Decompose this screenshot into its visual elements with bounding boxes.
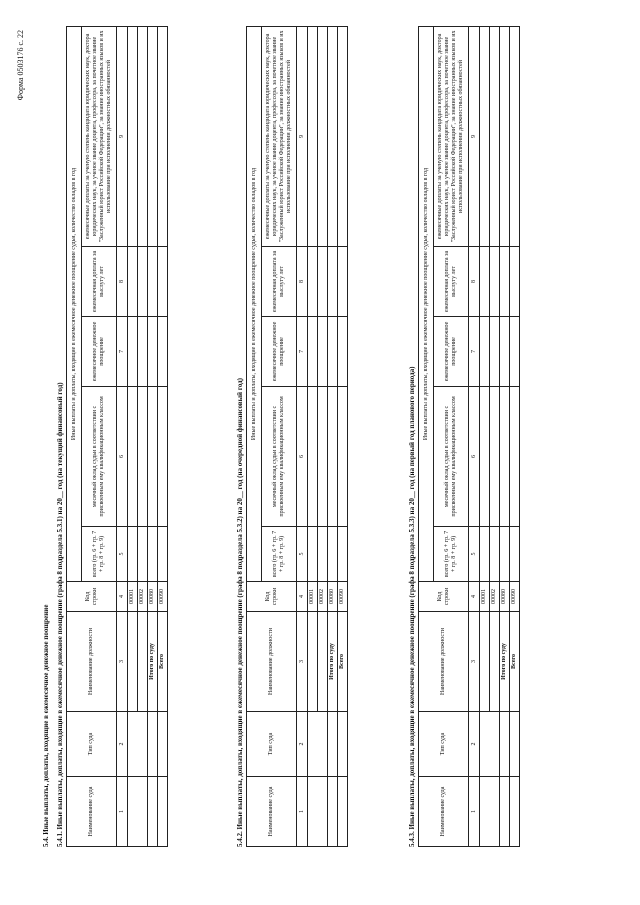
cell[interactable] bbox=[158, 317, 168, 387]
row-code: 00001 bbox=[128, 582, 138, 612]
cell[interactable] bbox=[148, 777, 158, 847]
column-number: 8 bbox=[117, 247, 128, 317]
cell[interactable] bbox=[308, 387, 318, 527]
cell[interactable] bbox=[318, 387, 328, 527]
column-number: 3 bbox=[469, 612, 480, 712]
header-monthly-bonus: ежемесячное денежное поощрение bbox=[82, 317, 117, 387]
header-court-type: Тип суда bbox=[67, 712, 117, 777]
header-salary: месячный оклад судьи в соответствии с присвоенным ему квалификационным классом bbox=[82, 387, 117, 527]
column-number: 1 bbox=[469, 777, 480, 847]
table-block-2 bbox=[236, 27, 348, 847]
header-degree: ежемесячные доплаты за ученую степень кандидата юридических наук, доктора юридических наук, за ученое звание доцента, профессора, за почетное звание "Заслуженный юрист Российской Федерации", за знание иностранных языков и их использование при исполнении должностных обязанностей bbox=[434, 26, 469, 246]
cell[interactable] bbox=[308, 527, 318, 582]
header-salary: месячный оклад судьи в соответствии с присвоенным ему квалификационным классом bbox=[262, 387, 297, 527]
cell[interactable] bbox=[328, 777, 338, 847]
cell[interactable] bbox=[308, 317, 318, 387]
cell[interactable] bbox=[490, 527, 500, 582]
table-row bbox=[510, 26, 520, 846]
cell[interactable] bbox=[490, 612, 500, 712]
cell[interactable] bbox=[148, 712, 158, 777]
column-number: 2 bbox=[297, 712, 308, 777]
header-monthly-bonus: ежемесячное денежное поощрение bbox=[434, 317, 469, 387]
header-total: всего (гр. 6 + гр. 7 + гр. 8 + гр. 9) bbox=[434, 527, 469, 582]
cell[interactable] bbox=[308, 712, 328, 777]
payments-table bbox=[418, 26, 520, 847]
header-seniority: ежемесячная доплата за выслугу лет bbox=[262, 247, 297, 317]
cell[interactable] bbox=[308, 777, 328, 847]
header-salary: месячный оклад судьи в соответствии с присвоенным ему квалификационным классом bbox=[434, 387, 469, 527]
cell[interactable] bbox=[510, 26, 520, 246]
cell[interactable] bbox=[148, 387, 158, 527]
header-degree: ежемесячные доплаты за ученую степень кандидата юридических наук, доктора юридических наук, за ученое звание доцента, профессора, за почетное звание "Заслуженный юрист Российской Федерации", за знание иностранных языков и их использование при исполнении должностных обязанностей bbox=[82, 26, 117, 246]
cell bbox=[338, 777, 348, 847]
header-row-code: Код строки bbox=[67, 582, 117, 612]
column-number: 1 bbox=[117, 777, 128, 847]
cell[interactable] bbox=[318, 317, 328, 387]
cell[interactable] bbox=[328, 317, 338, 387]
cell bbox=[338, 712, 348, 777]
cell bbox=[510, 777, 520, 847]
cell[interactable] bbox=[128, 247, 138, 317]
cell[interactable] bbox=[158, 26, 168, 246]
cell[interactable] bbox=[128, 777, 148, 847]
header-court-name: Наименование суда bbox=[67, 777, 117, 847]
block-title: 5.4.3. Иные выплаты, доплаты, входящие в ежемесячное денежное поощрение (графа 8 подраздела 5.3.3) на 20__ год (на первый год планового периода) bbox=[408, 366, 416, 847]
cell[interactable] bbox=[510, 317, 520, 387]
section-title: 5.4. Иные выплаты, доплаты, входящие в ежемесячное денежное поощрение bbox=[42, 604, 50, 847]
cell[interactable] bbox=[308, 612, 318, 712]
cell[interactable] bbox=[480, 527, 490, 582]
cell[interactable] bbox=[128, 612, 138, 712]
cell[interactable] bbox=[328, 247, 338, 317]
cell[interactable] bbox=[148, 317, 158, 387]
row-code: 00080 bbox=[328, 582, 338, 612]
subtotal-label: Итого по суду bbox=[328, 612, 338, 712]
cell[interactable] bbox=[128, 527, 138, 582]
header-position: Наименование должности bbox=[67, 612, 117, 712]
column-number: 1 bbox=[297, 777, 308, 847]
row-code: 00002 bbox=[138, 582, 148, 612]
column-number: 8 bbox=[469, 247, 480, 317]
cell[interactable] bbox=[148, 247, 158, 317]
column-number: 7 bbox=[297, 317, 308, 387]
cell[interactable] bbox=[510, 387, 520, 527]
row-code: 00090 bbox=[510, 582, 520, 612]
cell[interactable] bbox=[500, 527, 510, 582]
column-number: 2 bbox=[117, 712, 128, 777]
cell[interactable] bbox=[128, 712, 148, 777]
cell[interactable] bbox=[328, 387, 338, 527]
cell[interactable] bbox=[308, 26, 318, 246]
cell[interactable] bbox=[158, 387, 168, 527]
header-seniority: ежемесячная доплата за выслугу лет bbox=[82, 247, 117, 317]
cell[interactable] bbox=[480, 26, 490, 246]
table-block-3 bbox=[408, 27, 520, 847]
row-code: 00090 bbox=[158, 582, 168, 612]
header-monthly-bonus: ежемесячное денежное поощрение bbox=[262, 317, 297, 387]
cell[interactable] bbox=[128, 26, 138, 246]
header-degree: ежемесячные доплаты за ученую степень кандидата юридических наук, доктора юридических наук, за ученое звание доцента, профессора, за почетное звание "Заслуженный юрист Российской Федерации", за знание иностранных языков и их использование при исполнении должностных обязанностей bbox=[262, 26, 297, 246]
column-number: 4 bbox=[117, 582, 128, 612]
column-number: 4 bbox=[297, 582, 308, 612]
cell[interactable] bbox=[490, 247, 500, 317]
column-number: 4 bbox=[469, 582, 480, 612]
subtotal-label: Итого по суду bbox=[500, 612, 510, 712]
block-title: 5.4.2. Иные выплаты, доплаты, входящие в ежемесячное денежное поощрение (графа 8 подраздела 5.3.2) на 20__ год (на очередной финансовый год) bbox=[236, 378, 244, 847]
cell[interactable] bbox=[338, 26, 348, 246]
cell[interactable] bbox=[480, 317, 490, 387]
cell[interactable] bbox=[510, 527, 520, 582]
cell[interactable] bbox=[338, 247, 348, 317]
table-row bbox=[328, 26, 338, 846]
subtotal-label: Итого по суду bbox=[148, 612, 158, 712]
cell[interactable] bbox=[480, 612, 490, 712]
header-row-code: Код строки bbox=[247, 582, 297, 612]
cell[interactable] bbox=[500, 317, 510, 387]
cell[interactable] bbox=[480, 712, 500, 777]
row-code: 00001 bbox=[308, 582, 318, 612]
header-group: Иные выплаты и доплаты, входящие в ежемесячное денежное поощрение судьи, количество окладов в год bbox=[247, 26, 262, 581]
cell[interactable] bbox=[148, 527, 158, 582]
column-number: 8 bbox=[297, 247, 308, 317]
column-number: 2 bbox=[469, 712, 480, 777]
column-number: 3 bbox=[117, 612, 128, 712]
cell[interactable] bbox=[328, 712, 338, 777]
cell[interactable] bbox=[328, 527, 338, 582]
header-seniority: ежемесячная доплата за выслугу лет bbox=[434, 247, 469, 317]
cell[interactable] bbox=[510, 247, 520, 317]
cell[interactable] bbox=[138, 317, 148, 387]
header-total: всего (гр. 6 + гр. 7 + гр. 8 + гр. 9) bbox=[82, 527, 117, 582]
table-row bbox=[500, 26, 510, 846]
cell[interactable] bbox=[308, 247, 318, 317]
column-number: 7 bbox=[469, 317, 480, 387]
row-code: 00080 bbox=[148, 582, 158, 612]
block-title: 5.4.1. Иные выплаты, доплаты, входящие в ежемесячное денежное поощрение (графа 8 подраздела 5.3.1) на 20__ год (на текущий финансовый год) bbox=[56, 382, 64, 847]
cell[interactable] bbox=[128, 317, 138, 387]
header-row-code: Код строки bbox=[419, 582, 469, 612]
row-code: 00002 bbox=[318, 582, 328, 612]
table-row bbox=[308, 26, 318, 846]
row-code: 00080 bbox=[500, 582, 510, 612]
header-group: Иные выплаты и доплаты, входящие в ежемесячное денежное поощрение судьи, количество окладов в год bbox=[67, 26, 82, 581]
header-court-type: Тип суда bbox=[419, 712, 469, 777]
cell[interactable] bbox=[318, 26, 328, 246]
cell bbox=[158, 712, 168, 777]
cell[interactable] bbox=[318, 247, 328, 317]
table-row bbox=[148, 26, 158, 846]
table-row bbox=[338, 26, 348, 846]
cell[interactable] bbox=[138, 247, 148, 317]
header-court-name: Наименование суда bbox=[419, 777, 469, 847]
total-label: Всего bbox=[338, 612, 348, 712]
cell[interactable] bbox=[490, 317, 500, 387]
column-number: 3 bbox=[297, 612, 308, 712]
cell[interactable] bbox=[148, 26, 158, 246]
cell[interactable] bbox=[338, 527, 348, 582]
cell[interactable] bbox=[138, 612, 148, 712]
cell[interactable] bbox=[138, 387, 148, 527]
header-position: Наименование должности bbox=[419, 612, 469, 712]
total-label: Всего bbox=[158, 612, 168, 712]
cell[interactable] bbox=[318, 527, 328, 582]
cell[interactable] bbox=[490, 387, 500, 527]
payments-table bbox=[246, 26, 348, 847]
cell[interactable] bbox=[500, 387, 510, 527]
column-number: 9 bbox=[117, 26, 128, 246]
column-number: 9 bbox=[469, 26, 480, 246]
form-number: Форма 0503176 с. 22 bbox=[16, 30, 25, 101]
table-row bbox=[128, 26, 138, 846]
cell[interactable] bbox=[500, 777, 510, 847]
column-number: 5 bbox=[117, 527, 128, 582]
cell[interactable] bbox=[480, 247, 490, 317]
column-number: 6 bbox=[117, 387, 128, 527]
cell bbox=[158, 777, 168, 847]
column-number: 7 bbox=[117, 317, 128, 387]
cell[interactable] bbox=[480, 777, 500, 847]
cell[interactable] bbox=[128, 387, 138, 527]
cell[interactable] bbox=[158, 247, 168, 317]
cell[interactable] bbox=[500, 26, 510, 246]
cell[interactable] bbox=[138, 527, 148, 582]
cell bbox=[510, 712, 520, 777]
cell[interactable] bbox=[338, 387, 348, 527]
total-label: Всего bbox=[510, 612, 520, 712]
table-row bbox=[158, 26, 168, 846]
header-court-type: Тип суда bbox=[247, 712, 297, 777]
row-code: 00001 bbox=[480, 582, 490, 612]
table-row bbox=[480, 26, 490, 846]
header-group: Иные выплаты и доплаты, входящие в ежемесячное денежное поощрение судьи, количество окладов в год bbox=[419, 26, 434, 581]
column-number: 6 bbox=[297, 387, 308, 527]
cell[interactable] bbox=[328, 26, 338, 246]
row-code: 00002 bbox=[490, 582, 500, 612]
column-number: 5 bbox=[469, 527, 480, 582]
column-number: 5 bbox=[297, 527, 308, 582]
header-court-name: Наименование суда bbox=[247, 777, 297, 847]
cell[interactable] bbox=[338, 317, 348, 387]
cell[interactable] bbox=[138, 26, 148, 246]
header-total: всего (гр. 6 + гр. 7 + гр. 8 + гр. 9) bbox=[262, 527, 297, 582]
table-block-1 bbox=[56, 27, 168, 847]
cell[interactable] bbox=[318, 612, 328, 712]
header-position: Наименование должности bbox=[247, 612, 297, 712]
cell[interactable] bbox=[500, 712, 510, 777]
column-number: 9 bbox=[297, 26, 308, 246]
cell[interactable] bbox=[158, 527, 168, 582]
cell[interactable] bbox=[500, 247, 510, 317]
cell[interactable] bbox=[490, 26, 500, 246]
cell[interactable] bbox=[480, 387, 490, 527]
column-number: 6 bbox=[469, 387, 480, 527]
row-code: 00090 bbox=[338, 582, 348, 612]
payments-table bbox=[66, 26, 168, 847]
